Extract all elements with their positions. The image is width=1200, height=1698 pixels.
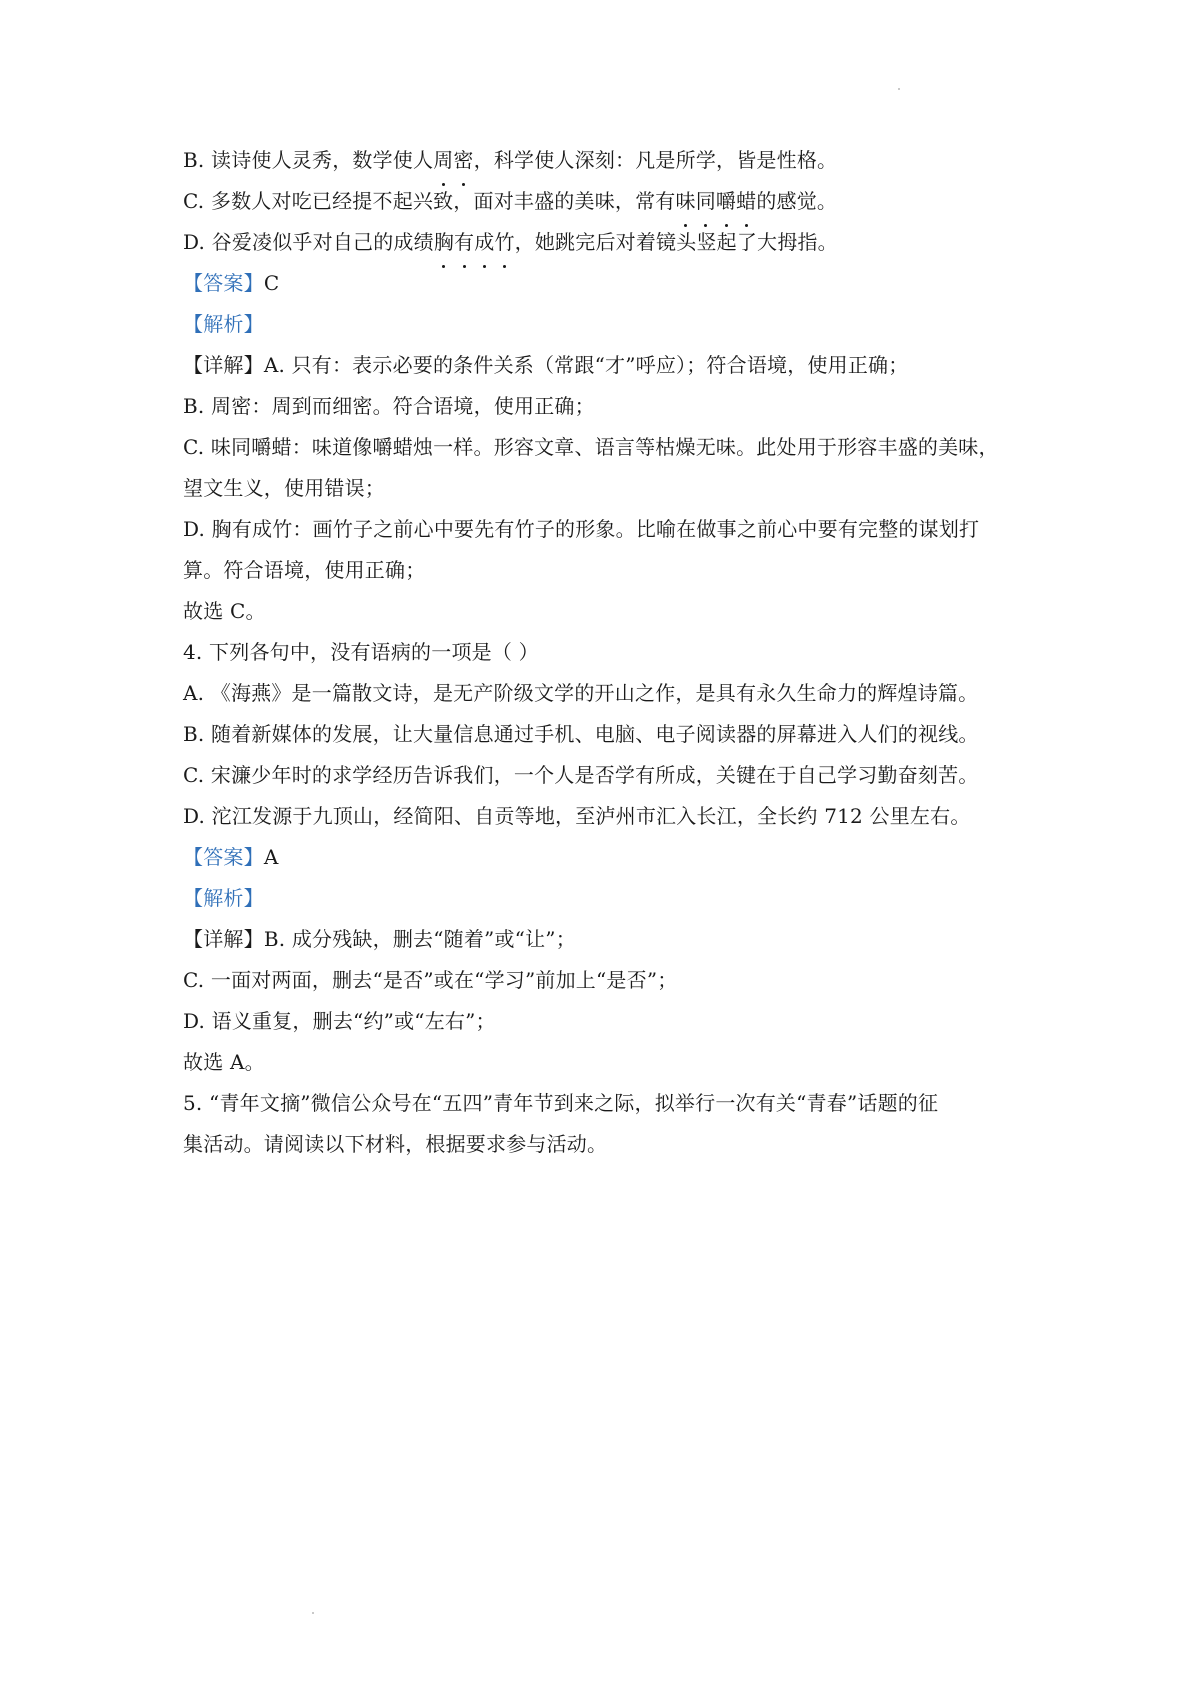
q3-detail-line: D. 胸有成竹：画竹子之前心中要先有竹子的形象。比喻在做事之前心中要有完整的谋划打 [183, 517, 980, 541]
q4-answer [183, 837, 1043, 878]
q4-option-a: A. 《海燕》是一篇散文诗，是无产阶级文学的开山之作，是具有永久生命力的辉煌诗篇。 [183, 681, 979, 705]
q3-option-c-suffix: 的感觉。 [756, 189, 838, 213]
q3-option-d [183, 222, 1043, 263]
q3-option-b-prefix: B. 读诗使人灵秀，数学使人 [183, 148, 434, 172]
emphasis-char: 密 [453, 140, 473, 181]
emphasis-char: 竹 [494, 222, 514, 263]
analysis-tag: 【解析】 [183, 886, 264, 910]
document-body [183, 140, 1043, 1165]
answer-value: C [263, 271, 280, 295]
q4-stem: 4. 下列各句中，没有语病的一项是（ ） [183, 640, 539, 664]
answer-tag: 【答案】 [183, 271, 264, 295]
q3-detail-line: C. 味同嚼蜡：味道像嚼蜡烛一样。形容文章、语言等枯燥无味。此处用于形容丰盛的美味， [183, 435, 999, 459]
analysis-tag: 【解析】 [183, 312, 264, 336]
q4-detail-line: 故选 A。 [183, 1050, 265, 1074]
answer-tag: 【答案】 [183, 845, 264, 869]
detail-tag: 【详解】 [183, 353, 264, 377]
q4-option-c: C. 宋濂少年时的求学经历告诉我们，一个人是否学有所成，关键在于自己学习勤奋刻苦。 [183, 763, 979, 787]
emphasis-char: 有 [454, 222, 474, 263]
emphasis-char: 胸 [434, 222, 454, 263]
q3-detail-line: 算。符合语境，使用正确； [183, 558, 426, 582]
q3-option-b [183, 140, 1043, 181]
q3-answer [183, 263, 1043, 304]
scan-speck [898, 88, 900, 90]
q5-stem-line: 5. “青年文摘”微信公众号在“五四”青年节到来之际，拟举行一次有关“青春”话题的征 [183, 1091, 939, 1115]
q3-option-d-suffix: ，她跳完后对着镜头竖起了大拇指。 [514, 230, 838, 254]
scan-speck [312, 1612, 314, 1614]
q4-detail-line: D. 语义重复，删去“约”或“左右”； [183, 1009, 496, 1033]
emphasis-char: 味 [676, 181, 696, 222]
q3-option-b-suffix: ，科学使人深刻：凡是所学，皆是性格。 [473, 148, 838, 172]
detail-text: A. 只有：表示必要的条件关系（常跟“才”呼应）；符合语境，使用正确； [263, 353, 909, 377]
q4-detail-line [183, 919, 1043, 960]
q3-option-d-prefix: D. 谷爱凌似乎对自己的成绩 [183, 230, 434, 254]
q3-detail-line: 故选 C。 [183, 599, 266, 623]
q4-analysis [183, 878, 1043, 919]
q3-analysis [183, 304, 1043, 345]
q5-stem-line: 集活动。请阅读以下材料，根据要求参与活动。 [183, 1132, 608, 1156]
emphasis-char: 同 [696, 181, 716, 222]
answer-value: A [263, 845, 279, 869]
emphasis-char: 成 [474, 222, 494, 263]
detail-text: B. 成分残缺，删去“随着”或“让”； [263, 927, 576, 951]
q3-option-c-prefix: C. 多数人对吃已经提不起兴致，面对丰盛的美味，常有 [183, 189, 676, 213]
emphasis-char: 周 [433, 140, 453, 181]
q4-option-d: D. 沱江发源于九顶山，经简阳、自贡等地，至泸州市汇入长江，全长约 712 公里左右。 [183, 804, 971, 828]
detail-tag: 【详解】 [183, 927, 264, 951]
q3-detail-line: B. 周密：周到而细密。符合语境，使用正确； [183, 394, 595, 418]
emphasis-char: 嚼 [716, 181, 736, 222]
q3-option-c [183, 181, 1043, 222]
q4-option-b: B. 随着新媒体的发展，让大量信息通过手机、电脑、电子阅读器的屏幕进入人们的视线。 [183, 722, 979, 746]
q4-detail-line: C. 一面对两面，删去“是否”或在“学习”前加上“是否”； [183, 968, 678, 992]
q3-detail-line [183, 345, 1043, 386]
emphasis-char: 蜡 [736, 181, 756, 222]
q3-detail-line: 望文生义，使用错误； [183, 476, 385, 500]
